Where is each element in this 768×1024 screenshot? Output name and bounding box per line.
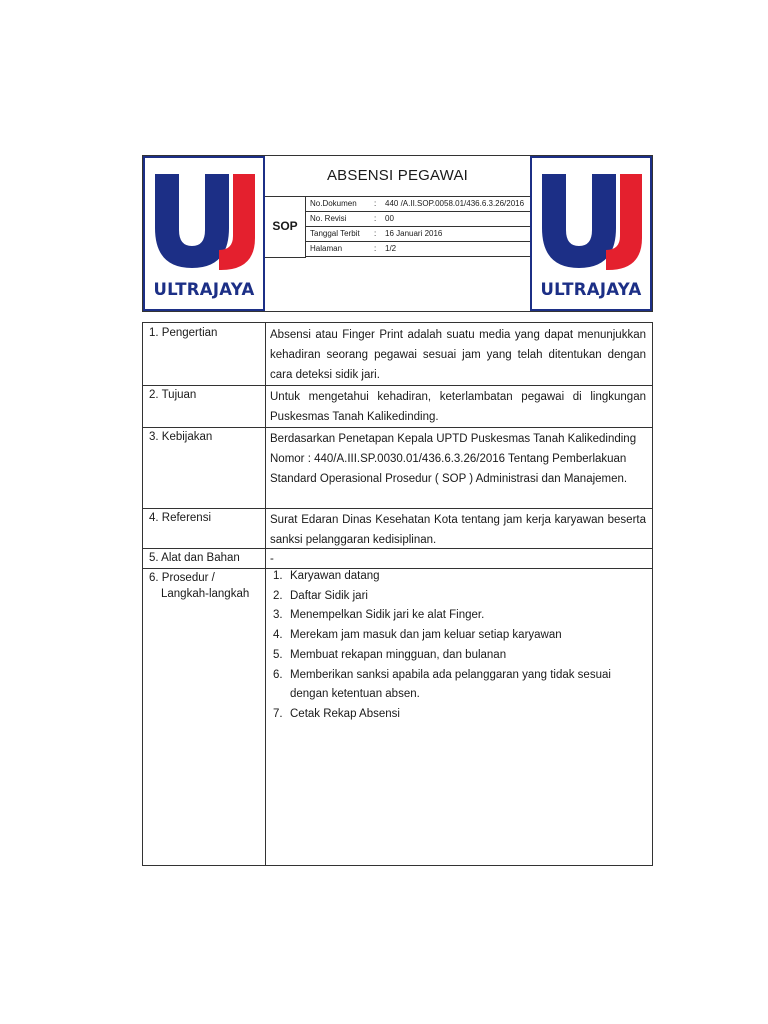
section-label-line: Langkah-langkah [161,588,250,600]
step-text: Cetak Rekap Absensi [290,707,400,720]
meta-value: 16 Januari 2016 [385,229,443,238]
section-label-line: 6. Prosedur / [149,572,215,584]
list-item [270,666,646,705]
meta-key: No.Dokumen [310,199,357,208]
logo-wordmark: ULTRAJAYA [153,280,255,299]
row-referensi [143,508,652,549]
row-tujuan [143,385,652,428]
row-alat-bahan [143,548,652,569]
logo-wordmark: ULTRAJAYA [540,280,642,299]
step-text: Merekam jam masuk dan jam keluar setiap karyawan [290,629,562,642]
row-pengertian [143,323,652,386]
step-text: Menempelkan Sidik jari ke alat Finger. [290,609,485,622]
header-center [265,156,530,311]
section-text: Surat Edaran Dinas Kesehatan Kota tentang jam kerja karyawan beserta sanksi pelanggaran kedisiplinan. [270,514,646,546]
document-title: ABSENSI PEGAWAI [265,156,530,197]
meta-row-dokumen [305,196,530,212]
step-number: 5. [273,648,283,661]
sop-label: SOP [265,196,306,258]
meta-row-tanggal [305,226,530,242]
step-number: 1. [273,570,283,582]
meta-sep: : [374,244,377,253]
meta-value: 440 /A.II.SOP.0058.01/436.6.3.26/2016 [385,199,525,208]
section-label: 5. Alat dan Bahan [149,552,240,564]
meta-row-halaman [305,241,530,257]
meta-value: 00 [385,214,394,223]
step-text: Daftar Sidik jari [290,589,368,602]
list-item [270,626,646,646]
row-prosedur [143,568,652,865]
step-number: 6. [273,668,283,681]
sop-header [142,155,653,312]
section-label: 3. Kebijakan [149,431,213,443]
section-label [149,570,261,602]
section-label: 1. Pengertian [149,327,218,339]
meta-key: No. Revisi [310,214,347,223]
step-text: Karyawan datang [290,570,380,582]
step-number: 2. [273,589,283,602]
steps-list [270,567,646,725]
uj-logo-icon [149,166,259,274]
ultrajaya-logo-left [143,156,265,311]
uj-logo-icon [536,166,646,274]
step-number: 3. [273,609,283,622]
section-text: Absensi atau Finger Print adalah suatu media yang dapat menunjukkan kehadiran seorang pegawai sesuai jam yang telah ditentukan dengan cara deteksi sidik jari. [270,329,646,381]
procedure-steps [270,567,646,725]
document-meta [305,196,530,257]
section-label: 4. Referensi [149,512,212,524]
list-item [270,567,646,587]
meta-value: 1/2 [385,244,397,253]
section-text: Berdasarkan Penetapan Kepala UPTD Puskesmas Tanah Kalikedinding Nomor : 440/A.III.SP.0030.01/436.6.3.26/2016 Tentang Pemberlakuan Standard Operasional Prosedur ( SOP ) Administrasi dan Manajemen. [270,433,637,485]
meta-key: Tanggal Terbit [310,229,360,238]
ultrajaya-logo-right [530,156,652,311]
meta-sep: : [374,229,377,238]
meta-row-revisi [305,211,530,227]
list-item [270,646,646,666]
section-label: 2. Tujuan [149,389,197,401]
meta-key: Halaman [310,244,343,253]
row-kebijakan [143,427,652,509]
step-text: Memberikan sanksi apabila ada pelanggaran yang tidak sesuai dengan ketentuan absen. [290,668,611,701]
step-text: Membuat rekapan mingguan, dan bulanan [290,648,507,661]
section-text: Untuk mengetahui kehadiran, keterlambatan pegawai di lingkungan Puskesmas Tanah Kalikedinding. [270,391,646,423]
list-item [270,587,646,607]
section-text: - [270,553,274,565]
step-number: 7. [273,707,283,720]
meta-sep: : [374,199,377,208]
list-item [270,606,646,626]
step-number: 4. [273,629,283,642]
sop-content-table [142,322,653,866]
meta-sep: : [374,214,377,223]
list-item [270,705,646,725]
